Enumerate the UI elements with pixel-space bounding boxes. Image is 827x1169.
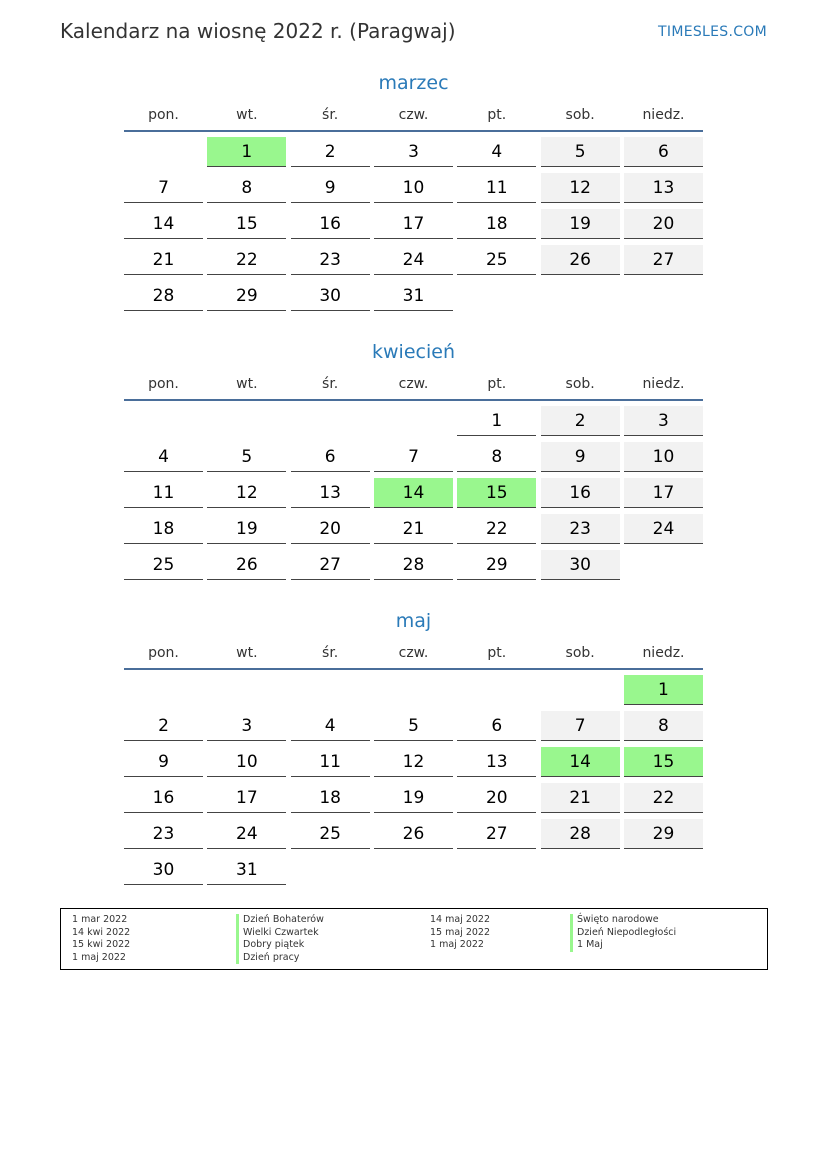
day-cell: 2 bbox=[541, 406, 620, 436]
day-cell: 13 bbox=[624, 173, 703, 203]
day-cell: 2 bbox=[124, 711, 203, 741]
header-rule bbox=[124, 130, 703, 132]
day-cell: 4 bbox=[457, 137, 536, 167]
day-cell: 19 bbox=[374, 783, 453, 813]
legend-date: 1 mar 2022 bbox=[72, 914, 128, 925]
day-cell: 4 bbox=[291, 711, 370, 741]
day-cell: 5 bbox=[207, 442, 286, 472]
day-cell: 1 bbox=[624, 675, 703, 705]
day-cell: 23 bbox=[124, 819, 203, 849]
day-cell: 30 bbox=[291, 281, 370, 311]
day-cell: 5 bbox=[541, 137, 620, 167]
day-cell: 17 bbox=[374, 209, 453, 239]
weekday-label: wt. bbox=[236, 107, 258, 123]
day-grid bbox=[124, 137, 703, 311]
day-cell: 27 bbox=[291, 550, 370, 580]
day-cell: 18 bbox=[124, 514, 203, 544]
holiday-legend bbox=[60, 908, 768, 970]
day-cell: 20 bbox=[291, 514, 370, 544]
legend-holiday-name: Dzień Niepodległości bbox=[570, 927, 676, 940]
weekday-label: śr. bbox=[322, 107, 339, 123]
day-cell: 3 bbox=[374, 137, 453, 167]
day-grid bbox=[124, 406, 703, 580]
empty-cell bbox=[291, 675, 370, 705]
empty-cell bbox=[124, 675, 203, 705]
empty-cell bbox=[374, 406, 453, 436]
day-cell: 16 bbox=[541, 478, 620, 508]
day-cell: 28 bbox=[374, 550, 453, 580]
day-cell: 24 bbox=[207, 819, 286, 849]
day-cell: 15 bbox=[207, 209, 286, 239]
legend-date: 14 maj 2022 bbox=[430, 914, 491, 925]
day-cell: 1 bbox=[457, 406, 536, 436]
day-cell: 13 bbox=[457, 747, 536, 777]
day-cell: 6 bbox=[457, 711, 536, 741]
weekday-label: wt. bbox=[236, 645, 258, 661]
legend-holiday-name: Dobry piątek bbox=[236, 939, 324, 952]
weekday-label: niedz. bbox=[642, 376, 685, 392]
weekday-label: pt. bbox=[487, 645, 507, 661]
empty-cell bbox=[541, 675, 620, 705]
legend-names-left bbox=[236, 914, 324, 964]
day-cell: 18 bbox=[291, 783, 370, 813]
month-march bbox=[124, 69, 703, 311]
header-rule bbox=[124, 668, 703, 670]
day-cell: 15 bbox=[624, 747, 703, 777]
day-cell: 20 bbox=[457, 783, 536, 813]
empty-cell bbox=[124, 137, 203, 167]
day-cell: 3 bbox=[207, 711, 286, 741]
day-cell: 27 bbox=[457, 819, 536, 849]
day-cell: 25 bbox=[124, 550, 203, 580]
legend-date: 1 maj 2022 bbox=[430, 939, 484, 951]
day-cell: 11 bbox=[291, 747, 370, 777]
day-cell: 2 bbox=[291, 137, 370, 167]
legend-date: 1 maj 2022 bbox=[72, 951, 126, 963]
day-cell: 20 bbox=[624, 209, 703, 239]
empty-cell bbox=[207, 406, 286, 436]
weekday-label: wt. bbox=[236, 376, 258, 392]
brand-link[interactable]: TIMESLES.COM bbox=[658, 24, 767, 40]
day-cell: 4 bbox=[124, 442, 203, 472]
legend-holiday-name: Dzień Bohaterów bbox=[236, 914, 324, 927]
weekday-label: pt. bbox=[487, 376, 507, 392]
day-cell: 24 bbox=[374, 245, 453, 275]
weekday-header bbox=[124, 642, 703, 664]
day-cell: 14 bbox=[541, 747, 620, 777]
empty-cell bbox=[124, 406, 203, 436]
day-cell: 1 bbox=[207, 137, 286, 167]
day-cell: 16 bbox=[291, 209, 370, 239]
day-cell: 11 bbox=[124, 478, 203, 508]
day-cell: 29 bbox=[207, 281, 286, 311]
weekday-label: pt. bbox=[487, 107, 507, 123]
legend-dates-left bbox=[72, 914, 130, 964]
day-cell: 14 bbox=[374, 478, 453, 508]
weekday-label: pon. bbox=[148, 645, 179, 661]
legend-date: 15 maj 2022 bbox=[430, 926, 491, 938]
day-cell: 21 bbox=[374, 514, 453, 544]
day-cell: 27 bbox=[624, 245, 703, 275]
day-cell: 8 bbox=[207, 173, 286, 203]
day-cell: 23 bbox=[541, 514, 620, 544]
day-cell: 9 bbox=[124, 747, 203, 777]
day-cell: 19 bbox=[207, 514, 286, 544]
day-cell: 6 bbox=[624, 137, 703, 167]
day-cell: 21 bbox=[124, 245, 203, 275]
weekday-label: sob. bbox=[565, 107, 595, 123]
day-cell: 31 bbox=[374, 281, 453, 311]
day-cell: 22 bbox=[457, 514, 536, 544]
day-grid bbox=[124, 675, 703, 885]
day-cell: 10 bbox=[374, 173, 453, 203]
day-cell: 12 bbox=[374, 747, 453, 777]
day-cell: 29 bbox=[457, 550, 536, 580]
empty-cell bbox=[374, 675, 453, 705]
day-cell: 12 bbox=[207, 478, 286, 508]
empty-cell bbox=[207, 675, 286, 705]
day-cell: 10 bbox=[207, 747, 286, 777]
day-cell: 7 bbox=[124, 173, 203, 203]
weekday-label: śr. bbox=[322, 376, 339, 392]
day-cell: 8 bbox=[624, 711, 703, 741]
legend-dates-right bbox=[430, 914, 490, 952]
day-cell: 10 bbox=[624, 442, 703, 472]
month-title: maj bbox=[395, 610, 432, 632]
day-cell: 15 bbox=[457, 478, 536, 508]
legend-holiday-name: Święto narodowe bbox=[570, 914, 676, 927]
legend-holiday-name: Wielki Czwartek bbox=[236, 927, 324, 940]
weekday-label: niedz. bbox=[642, 107, 685, 123]
day-cell: 9 bbox=[541, 442, 620, 472]
day-cell: 31 bbox=[207, 855, 286, 885]
day-cell: 21 bbox=[541, 783, 620, 813]
day-cell: 26 bbox=[207, 550, 286, 580]
legend-names-right bbox=[570, 914, 676, 952]
page-title: Kalendarz na wiosnę 2022 r. (Paragwaj) bbox=[60, 19, 456, 43]
empty-cell bbox=[457, 675, 536, 705]
day-cell: 7 bbox=[374, 442, 453, 472]
day-cell: 19 bbox=[541, 209, 620, 239]
day-cell: 12 bbox=[541, 173, 620, 203]
legend-holiday-name: 1 Maj bbox=[570, 939, 676, 952]
day-cell: 5 bbox=[374, 711, 453, 741]
day-cell: 6 bbox=[291, 442, 370, 472]
month-april bbox=[124, 338, 703, 580]
day-cell: 29 bbox=[624, 819, 703, 849]
weekday-header bbox=[124, 104, 703, 126]
day-cell: 13 bbox=[291, 478, 370, 508]
weekday-label: czw. bbox=[398, 645, 429, 661]
day-cell: 28 bbox=[124, 281, 203, 311]
day-cell: 30 bbox=[541, 550, 620, 580]
day-cell: 22 bbox=[624, 783, 703, 813]
day-cell: 14 bbox=[124, 209, 203, 239]
day-cell: 17 bbox=[624, 478, 703, 508]
day-cell: 18 bbox=[457, 209, 536, 239]
empty-cell bbox=[291, 406, 370, 436]
day-cell: 28 bbox=[541, 819, 620, 849]
day-cell: 23 bbox=[291, 245, 370, 275]
legend-date: 15 kwi 2022 bbox=[72, 939, 131, 951]
day-cell: 17 bbox=[207, 783, 286, 813]
month-may bbox=[124, 607, 703, 885]
month-title: kwiecień bbox=[372, 341, 455, 363]
weekday-label: czw. bbox=[398, 107, 429, 123]
day-cell: 24 bbox=[624, 514, 703, 544]
day-cell: 11 bbox=[457, 173, 536, 203]
weekday-label: niedz. bbox=[642, 645, 685, 661]
day-cell: 3 bbox=[624, 406, 703, 436]
day-cell: 7 bbox=[541, 711, 620, 741]
weekday-label: sob. bbox=[565, 376, 595, 392]
weekday-label: śr. bbox=[322, 645, 339, 661]
weekday-label: sob. bbox=[565, 645, 595, 661]
legend-date: 14 kwi 2022 bbox=[72, 926, 131, 938]
day-cell: 30 bbox=[124, 855, 203, 885]
weekday-header bbox=[124, 373, 703, 395]
day-cell: 26 bbox=[541, 245, 620, 275]
legend-holiday-name: Dzień pracy bbox=[236, 952, 324, 965]
weekday-label: pon. bbox=[148, 107, 179, 123]
weekday-label: czw. bbox=[398, 376, 429, 392]
day-cell: 22 bbox=[207, 245, 286, 275]
header-rule bbox=[124, 399, 703, 401]
weekday-label: pon. bbox=[148, 376, 179, 392]
day-cell: 26 bbox=[374, 819, 453, 849]
day-cell: 8 bbox=[457, 442, 536, 472]
day-cell: 25 bbox=[291, 819, 370, 849]
day-cell: 9 bbox=[291, 173, 370, 203]
day-cell: 25 bbox=[457, 245, 536, 275]
day-cell: 16 bbox=[124, 783, 203, 813]
month-title: marzec bbox=[378, 72, 449, 94]
